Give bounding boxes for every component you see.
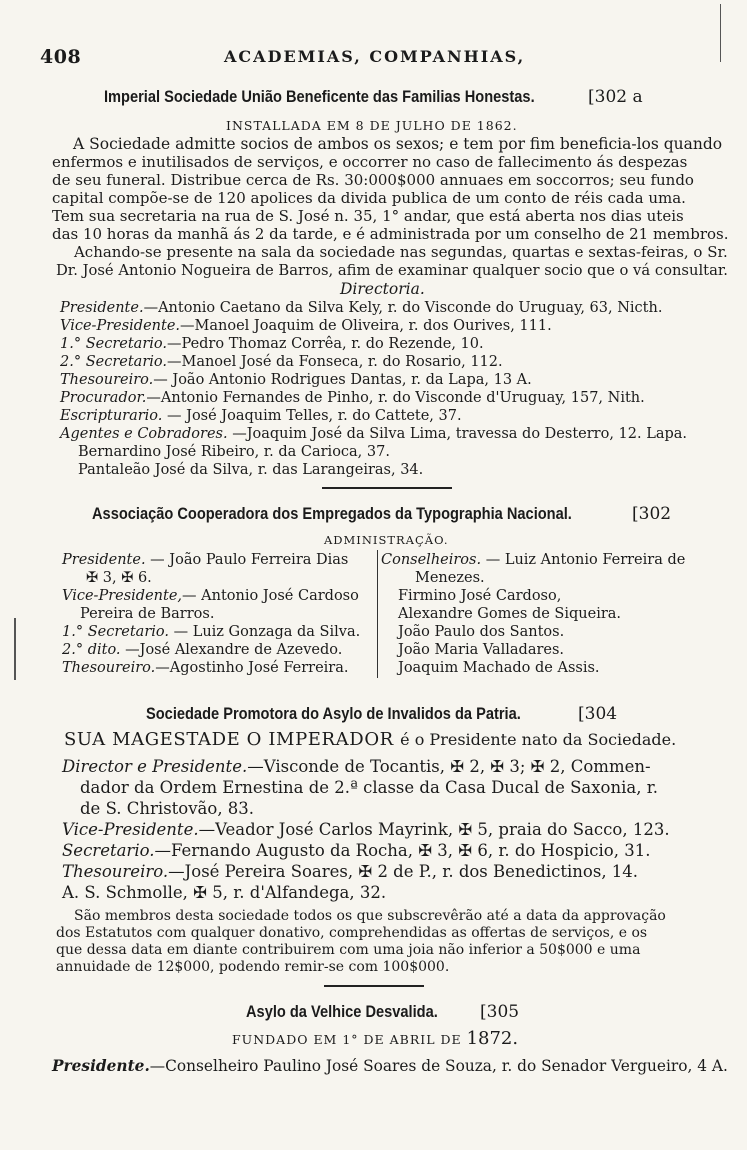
officer-role: Procurador. — [60, 390, 147, 406]
officer-line: Secretario.—Fernando Augusto da Rocha, ✠ 3, ✠ 6, r. do Hospicio, 31. — [62, 841, 651, 860]
president-role: Presidente. — [52, 1056, 150, 1075]
founded-year: 1872. — [466, 1028, 519, 1049]
paragraph-line: de seu funeral. Distribue cerca de Rs. 30:000$000 annuaes em soccorros; seu fundo — [52, 171, 694, 189]
section-heading — [104, 88, 605, 106]
section-ref: [304 — [578, 704, 618, 724]
admin-left-line: Presidente. — João Paulo Ferreira Dias — [62, 552, 349, 568]
admin-right-line: João Maria Valladares. — [398, 642, 565, 658]
administration-label: ADMINISTRAÇÃO. — [324, 533, 449, 547]
paragraph-line: Dr. José Antonio Nogueira de Barros, afim de examinar qualquer socio que o vá consultar. — [56, 261, 728, 279]
paragraph-line: Achando-se presente na sala da sociedade nas segundas, quartas e sextas-feiras, o Sr. — [74, 243, 728, 261]
founded-caps: FUNDADO EM 1° DE ABRIL DE — [232, 1032, 462, 1047]
officer-text: Veador José Carlos Mayrink, ✠ 5, praia do Sacco, 123. — [215, 820, 670, 839]
section-ref: [302 — [632, 504, 672, 524]
officer-line: Vice-Presidente.—Veador José Carlos Mayrink, ✠ 5, praia do Sacco, 123. — [62, 820, 670, 839]
paragraph-line: enfermos e inutilisados de serviços, e occorrer no caso de fallecimento ás despezas — [52, 153, 688, 171]
director-line: de S. Christovão, 83. — [80, 799, 255, 818]
note-line: que dessa data em diante contribuirem com uma joia não inferior a 50$000 e uma — [56, 942, 641, 958]
section-title: Imperial Sociedade União Beneficente das Familias Honestas. — [104, 87, 535, 106]
officer-line: 1.° Secretario.—Pedro Thomaz Corrêa, r. do Rezende, 10. — [60, 336, 484, 352]
directoria-label: Directoria. — [340, 280, 425, 298]
officer-text: José Pereira Soares, ✠ 2 de P., r. dos Benedictinos, 14. — [184, 862, 639, 881]
section-heading — [92, 505, 650, 523]
officer-line: Agentes e Cobradores. —Joaquim José da Silva Lima, travessa do Desterro, 12. Lapa. — [60, 426, 688, 442]
admin-left-line: 1.° Secretario. — Luiz Gonzaga da Silva. — [62, 624, 361, 640]
officer-text: Fernando Augusto da Rocha, ✠ 3, ✠ 6, r. do Hospicio, 31. — [170, 841, 651, 860]
admin-right-line: Joaquim Machado de Assis. — [398, 660, 600, 676]
officer-role: Secretario. — [62, 841, 155, 860]
admin-left-line: ✠ 3, ✠ 6. — [86, 570, 152, 586]
installation-date: INSTALLADA EM 8 DE JULHO DE 1862. — [226, 118, 518, 133]
officer-role: Escripturario. — [60, 408, 163, 424]
emperor-caps: SUA MAGESTADE O IMPERADOR — [64, 729, 394, 750]
paragraph-line: capital compõe-se de 120 apolices da divida publica de um conto de réis cada uma. — [52, 189, 686, 207]
section-ref: [302 a — [588, 87, 643, 107]
page-number: 408 — [40, 46, 82, 68]
admin-left-line: Vice-Presidente,— Antonio José Cardoso — [62, 588, 359, 604]
director-line: dador da Ordem Ernestina de 2.ª classe da Casa Ducal de Saxonia, r. — [80, 778, 659, 797]
section-title: Asylo da Velhice Desvalida. — [246, 1002, 438, 1021]
admin-right-line: Conselheiros. — Luiz Antonio Ferreira de — [381, 552, 686, 568]
director-text: Visconde de Tocantis, ✠ 2, ✠ 3; ✠ 2, Commen- — [263, 757, 651, 776]
admin-name: Agostinho José Ferreira. — [169, 660, 349, 676]
officer-text: Manoel Joaquim de Oliveira, r. dos Ourives, 111. — [194, 318, 552, 334]
section-ref: [305 — [480, 1002, 520, 1022]
note-line: dos Estatutos com qualquer donativo, comprehendidas as offertas de serviços, e os — [56, 925, 648, 941]
officer-text: Joaquim José da Silva Lima, travessa do Desterro, 12. Lapa. — [246, 426, 688, 442]
admin-name: Luiz Antonio Ferreira de — [504, 552, 686, 568]
officer-role: Agentes e Cobradores. — [60, 426, 228, 442]
scan-edge-mark — [14, 618, 16, 680]
admin-role: 1.° Secretario. — [62, 624, 169, 640]
admin-name: Luiz Gonzaga da Silva. — [192, 624, 361, 640]
director-role: Director e Presidente. — [62, 757, 248, 776]
officer-line: A. S. Schmolle, ✠ 5, r. d'Alfandega, 32. — [62, 883, 387, 902]
officer-line: Thesoureiro.— João Antonio Rodrigues Dantas, r. da Lapa, 13 A. — [60, 372, 532, 388]
officer-text: Antonio Fernandes de Pinho, r. do Visconde d'Uruguay, 157, Nith. — [160, 390, 645, 406]
paragraph-line: das 10 horas da manhã ás 2 da tarde, e é administrada por um conselho de 21 membros. — [52, 225, 729, 243]
officer-line: Procurador.—Antonio Fernandes de Pinho, r. do Visconde d'Uruguay, 157, Nith. — [60, 390, 645, 406]
officer-role: 1.° Secretario. — [60, 336, 167, 352]
admin-role: Conselheiros. — [381, 552, 482, 568]
running-title: ACADEMIAS, COMPANHIAS, — [224, 47, 526, 66]
section-divider — [322, 487, 452, 489]
admin-name: João Paulo Ferreira Dias — [169, 552, 349, 568]
officer-role: 2.° Secretario. — [60, 354, 167, 370]
emperor-line — [64, 731, 676, 749]
officer-line: Escripturario. — José Joaquim Telles, r. do Cattete, 37. — [60, 408, 462, 424]
section-divider — [324, 985, 424, 987]
president-line: Presidente.—Conselheiro Paulino José Soares de Souza, r. do Senador Vergueiro, 4 A. — [52, 1056, 728, 1075]
officer-text: João Antonio Rodrigues Dantas, r. da Lapa, 13 A. — [172, 372, 532, 388]
agent-line: Pantaleão José da Silva, r. das Larangeiras, 34. — [78, 462, 424, 478]
admin-right-line: Firmino José Cardoso, — [398, 588, 562, 604]
admin-left-line: Pereira de Barros. — [80, 606, 215, 622]
admin-left-line: 2.° dito. —José Alexandre de Azevedo. — [62, 642, 343, 658]
note-line: São membros desta sociedade todos os que subscrevêrão até a data da approvação — [74, 908, 666, 924]
officer-role: Presidente. — [60, 300, 144, 316]
officer-role: Vice-Presidente. — [60, 318, 181, 334]
admin-role: Thesoureiro. — [62, 660, 156, 676]
officer-text: Pedro Thomaz Corrêa, r. do Rezende, 10. — [181, 336, 484, 352]
admin-name: Antonio José Cardoso — [201, 588, 359, 604]
column-divider — [377, 550, 378, 678]
admin-right-line: Menezes. — [415, 570, 485, 586]
admin-right-line: João Paulo dos Santos. — [398, 624, 565, 640]
officer-line: 2.° Secretario.—Manoel José da Fonseca, r. do Rosario, 112. — [60, 354, 503, 370]
agent-line: Bernardino José Ribeiro, r. da Carioca, 37. — [78, 444, 390, 460]
section-heading — [246, 1003, 469, 1021]
section-heading — [146, 705, 582, 723]
admin-role: 2.° dito. — [62, 642, 121, 658]
admin-name: José Alexandre de Azevedo. — [139, 642, 343, 658]
officer-text: Antonio Caetano da Silva Kely, r. do Visconde do Uruguay, 63, Nicth. — [158, 300, 663, 316]
emperor-rest: é o Presidente nato da Sociedade. — [400, 730, 677, 749]
officer-line: Vice-Presidente.—Manoel Joaquim de Oliveira, r. dos Ourives, 111. — [60, 318, 552, 334]
paragraph-line: A Sociedade admitte socios de ambos os sexos; e tem por fim beneficia-los quando — [73, 135, 723, 153]
officer-text: Manoel José da Fonseca, r. do Rosario, 112. — [181, 354, 503, 370]
admin-role: Presidente. — [62, 552, 146, 568]
founded-line — [232, 1030, 518, 1049]
admin-left-line: Thesoureiro.—Agostinho José Ferreira. — [62, 660, 349, 676]
officer-line: Presidente.—Antonio Caetano da Silva Kely, r. do Visconde do Uruguay, 63, Nicth. — [60, 300, 663, 316]
officer-role: Thesoureiro. — [60, 372, 154, 388]
officer-text: José Joaquim Telles, r. do Cattete, 37. — [186, 408, 462, 424]
paragraph-line: Tem sua secretaria na rua de S. José n. 35, 1° andar, que está aberta nos dias uteis — [52, 207, 684, 225]
admin-right-line: Alexandre Gomes de Siqueira. — [398, 606, 622, 622]
officer-role: Vice-Presidente. — [62, 820, 199, 839]
officer-role: Thesoureiro. — [62, 862, 169, 881]
director-line: Director e Presidente.—Visconde de Tocantis, ✠ 2, ✠ 3; ✠ 2, Commen- — [62, 757, 651, 776]
officer-line: Thesoureiro.—José Pereira Soares, ✠ 2 de P., r. dos Benedictinos, 14. — [62, 862, 639, 881]
section-title: Sociedade Promotora do Asylo de Invalidos da Patria. — [146, 704, 521, 723]
admin-role: Vice-Presidente, — [62, 588, 183, 604]
scan-edge-mark — [720, 4, 721, 62]
section-title: Associação Cooperadora dos Empregados da Typographia Nacional. — [92, 504, 572, 523]
president-text: Conselheiro Paulino José Soares de Souza, r. do Senador Vergueiro, 4 A. — [165, 1057, 728, 1075]
note-line: annuidade de 12$000, podendo remir-se com 100$000. — [56, 959, 450, 975]
